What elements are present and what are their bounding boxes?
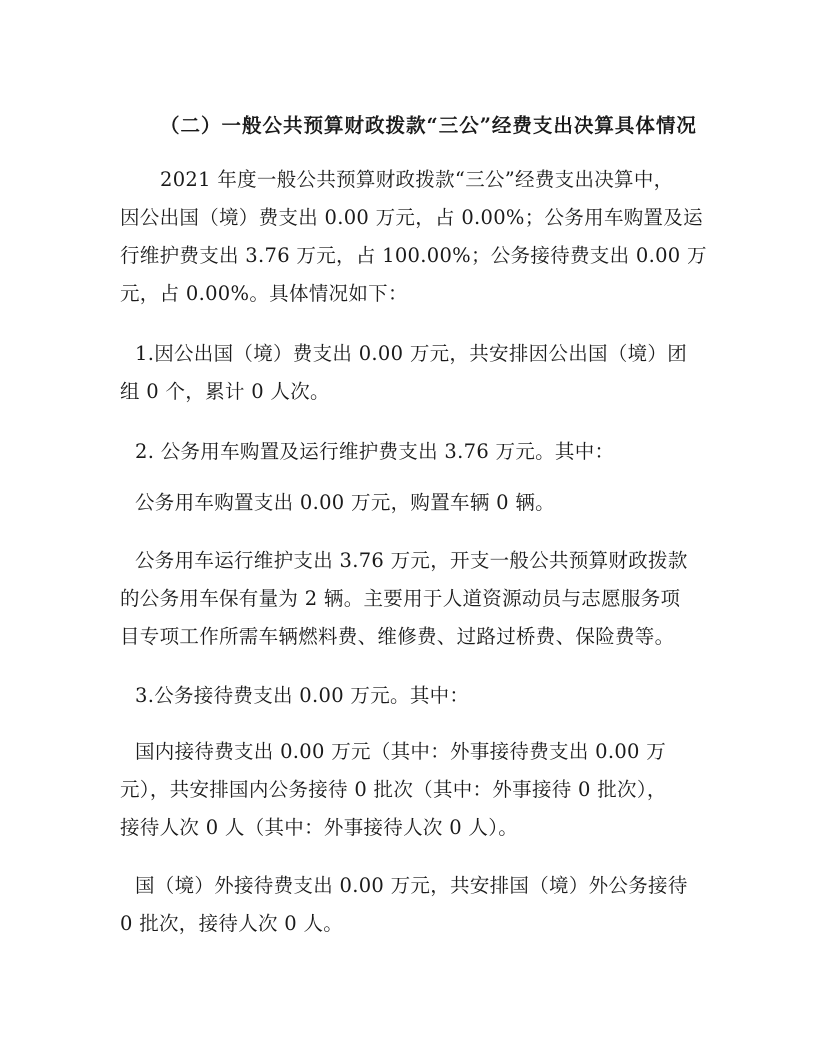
vehicle-operation-line-1: 公务用车运行维护支出 3.76 万元，开支一般公共预算财政拨款 <box>135 549 688 572</box>
item1-line-2: 组 0 个，累计 0 人次。 <box>120 380 330 403</box>
domestic-reception-line-3: 接待人次 0 人（其中：外事接待人次 0 人）。 <box>120 816 519 839</box>
intro-line-3: 行维护费支出 3.76 万元，占 100.00%；公务接待费支出 0.00 万 <box>120 244 707 267</box>
section-heading: （二）一般公共预算财政拨款“三公”经费支出决算具体情况 <box>160 114 697 137</box>
item2-line-1: 2. 公务用车购置及运行维护费支出 3.76 万元。其中： <box>135 440 615 463</box>
domestic-reception-line-1: 国内接待费支出 0.00 万元（其中：外事接待费支出 0.00 万 <box>135 740 667 763</box>
intro-line-2: 因公出国（境）费支出 0.00 万元，占 0.00%；公务用车购置及运 <box>120 206 703 229</box>
item3-line-1: 3.公务接待费支出 0.00 万元。其中： <box>135 684 470 707</box>
foreign-reception-line-1: 国（境）外接待费支出 0.00 万元，共安排国（境）外公务接待 <box>135 874 688 897</box>
item1-line-1: 1.因公出国（境）费支出 0.00 万元，共安排因公出国（境）团 <box>135 342 688 365</box>
vehicle-purchase-line: 公务用车购置支出 0.00 万元，购置车辆 0 辆。 <box>135 491 555 514</box>
vehicle-operation-line-2: 的公务用车保有量为 2 辆。主要用于人道资源动员与志愿服务项 <box>120 587 681 610</box>
domestic-reception-line-2: 元），共安排国内公务接待 0 批次（其中：外事接待 0 批次）， <box>120 778 667 801</box>
foreign-reception-line-2: 0 批次，接待人次 0 人。 <box>120 912 344 935</box>
vehicle-operation-line-3: 目专项工作所需车辆燃料费、维修费、过路过桥费、保险费等。 <box>120 625 675 648</box>
intro-line-4: 元，占 0.00%。具体情况如下： <box>120 282 408 305</box>
intro-line-1: 2021 年度一般公共预算财政拨款“三公”经费支出决算中， <box>160 168 674 191</box>
